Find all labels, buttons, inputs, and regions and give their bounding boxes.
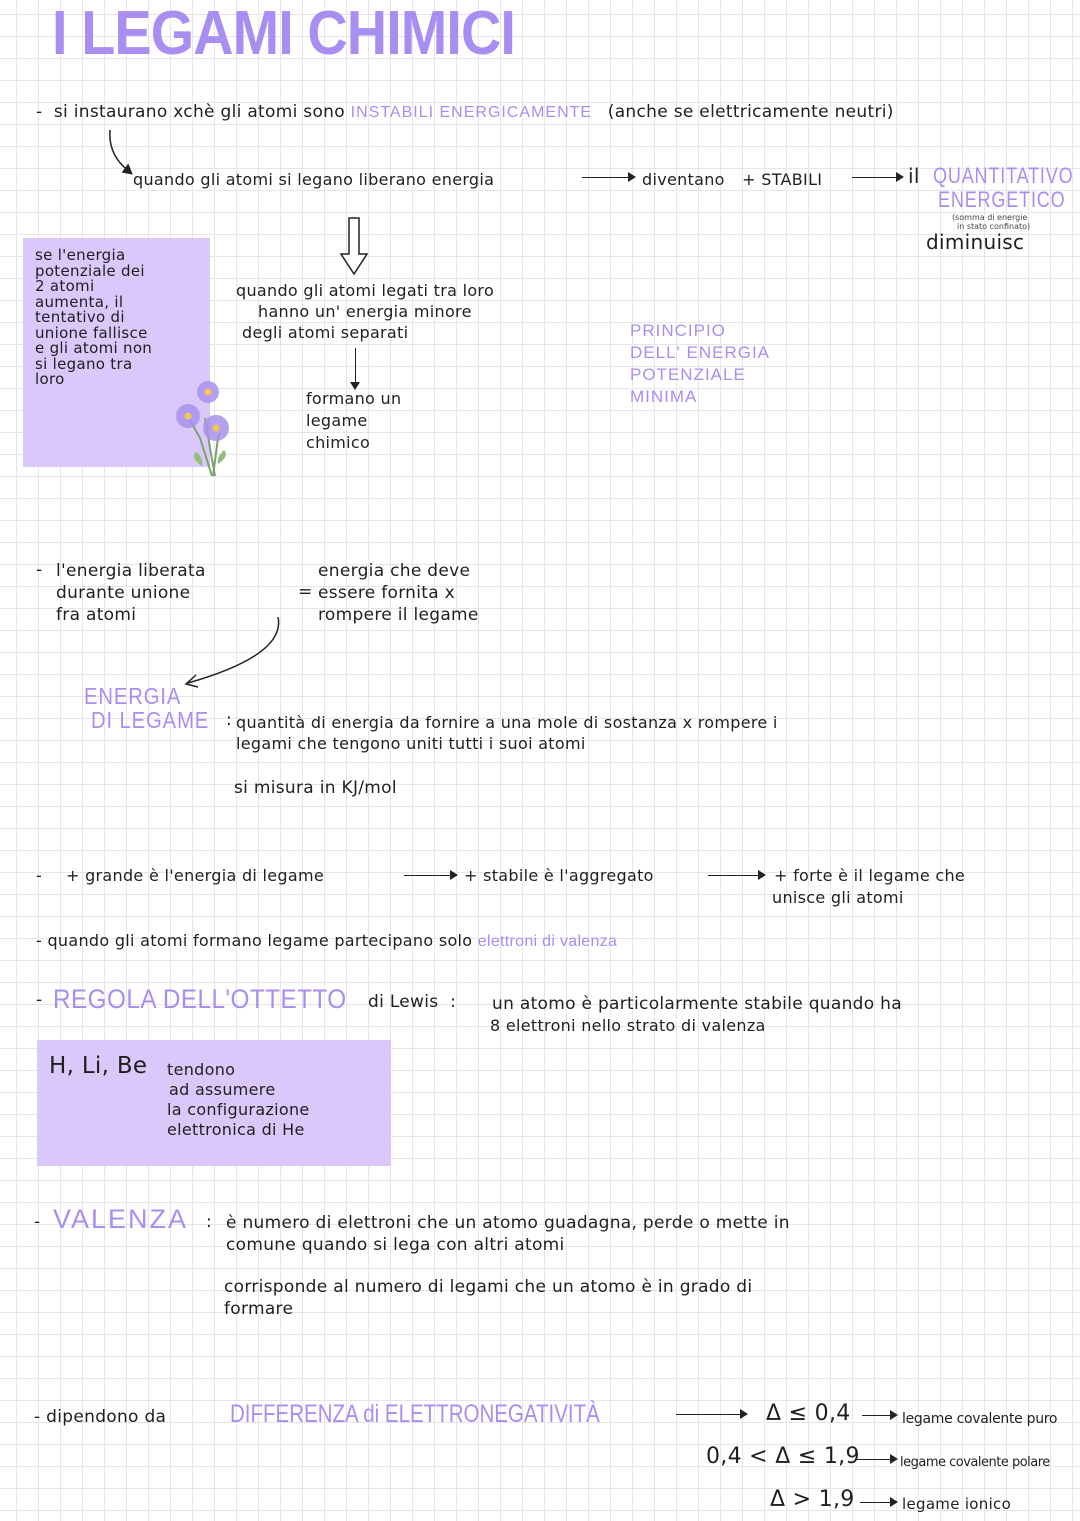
flow1-step2-text: diventano: [642, 170, 725, 189]
valence-electrons-line: [36, 931, 617, 952]
flow1-step1: quando gli atomi si legano liberano energia: [133, 170, 495, 189]
bond-energy-term: [84, 684, 209, 732]
flow1-stable: + STABILI: [742, 170, 823, 189]
side-note-line: 2 atomi: [35, 277, 95, 295]
definition-line: legami che tengono uniti tutti i suoi atomi: [236, 734, 586, 753]
flow2-result-line: legame: [306, 411, 368, 430]
valence-electrons-highlight: elettroni di valenza: [477, 933, 618, 950]
rule-condition-3: Δ > 1,9: [770, 1487, 855, 1512]
electronegativity-prefix: [34, 1407, 166, 1428]
intro-highlight: INSTABILI ENERGICAMENTE: [350, 104, 593, 121]
chain-c1: + forte è il legame che: [774, 866, 966, 885]
flow1-step2: [642, 170, 822, 190]
valence-electrons-text: quando gli atomi formano legame partecipano solo: [47, 931, 473, 950]
flow1-result: diminuisc: [926, 230, 1025, 254]
energy-eq-right-line: rompere il legame: [318, 605, 479, 625]
equals-sign: =: [298, 582, 313, 602]
energy-eq-right-line: essere fornita x: [318, 583, 456, 603]
flow2-result-line: formano un: [306, 389, 402, 408]
rule-condition-2: 0,4 < Δ ≤ 1,9: [706, 1444, 860, 1469]
chain-bullet: -: [36, 866, 43, 885]
chain-a: + grande è l'energia di legame: [66, 866, 325, 885]
octet-colon: :: [450, 992, 457, 1012]
valence-colon: :: [206, 1212, 213, 1232]
arrow-right-icon: [852, 177, 902, 178]
flow2-result: [306, 388, 401, 454]
energy-eq-bullet: -: [36, 560, 43, 580]
arrow-right-icon: [676, 1414, 746, 1415]
principle-line: DELL' ENERGIA: [630, 343, 771, 362]
side-note-line: si legano tra: [35, 354, 133, 373]
bond-energy-colon: :: [226, 710, 233, 730]
bullet: -: [34, 1407, 41, 1427]
flow1-note-2: in stato confinato): [957, 222, 1031, 231]
flow2-line: quando gli atomi legati tra loro: [236, 281, 495, 300]
flow2-line: hanno un' energia minore: [258, 302, 472, 321]
energy-eq-left-line: l'energia liberata: [56, 561, 206, 581]
flow1-quantitativo: QUANTITATIVO: [933, 163, 1074, 188]
octet-definition-2: 8 elettroni nello strato di valenza: [490, 1016, 766, 1035]
valence-definition-line: comune quando si lega con altri atomi: [226, 1235, 565, 1255]
octet-exception-line: la configurazione: [167, 1100, 310, 1119]
energy-eq-right: [318, 560, 479, 626]
hollow-down-arrow-icon: [338, 216, 370, 276]
principle-label: [630, 320, 770, 408]
energy-eq-left-line: durante unione: [56, 583, 191, 603]
valence-term: VALENZA: [53, 1204, 189, 1234]
flow1-note-1: (somma di energie: [952, 213, 1028, 222]
flower-icon: [160, 378, 236, 478]
intro-line: [36, 102, 894, 123]
flow2-text: [236, 280, 494, 343]
energy-eq-right-line: energia che deve: [318, 561, 471, 581]
side-note-line: se l'energia: [35, 246, 126, 264]
side-note-line: aumenta, il: [35, 292, 124, 311]
principle-line: POTENZIALE: [630, 365, 746, 384]
octet-exception-line: elettronica di He: [167, 1120, 305, 1139]
bond-energy-term-line2: DI LEGAME: [91, 707, 210, 733]
principle-line: PRINCIPIO: [630, 321, 726, 340]
curved-arrow-icon: [168, 615, 288, 690]
page-title: I LEGAMI CHIMICI: [52, 0, 515, 68]
electronegativity-term: DIFFERENZA di ELETTRONEGATIVITÀ: [230, 1400, 600, 1428]
arrow-right-icon: [862, 1415, 896, 1416]
side-note-text: [35, 248, 152, 388]
valence-note-line: corrisponde al numero di legami che un atomo è in grado di: [224, 1277, 753, 1297]
octet-exception-box: [37, 1040, 391, 1166]
bond-energy-unit: si misura in KJ/mol: [234, 778, 397, 798]
octet-term: REGOLA DELL'OTTETTO: [53, 984, 347, 1014]
octet-suffix: [368, 992, 456, 1013]
side-note-line: loro: [35, 370, 65, 388]
definition-line: quantità di energia da fornire a una mole di sostanza x rompere i: [236, 713, 778, 732]
flow2-result-line: chimico: [306, 433, 371, 452]
valence-bullet: -: [34, 1212, 41, 1232]
principle-line: MINIMA: [630, 387, 698, 406]
octet-suffix-text: di Lewis: [368, 992, 439, 1012]
side-note-line: unione fallisce: [35, 323, 148, 342]
flow1-energetico: ENERGETICO: [938, 187, 1066, 212]
flow2-line: degli atomi separati: [242, 323, 409, 342]
electronegativity-prefix-text: dipendono da: [46, 1407, 167, 1427]
intro-note: (anche se elettricamente neutri): [607, 102, 894, 122]
arrow-right-icon: [404, 875, 456, 876]
rule-result-3: legame ionico: [902, 1495, 1012, 1513]
octet-elements: H, Li, Be: [49, 1053, 148, 1079]
bond-energy-definition: [236, 712, 778, 754]
rule-condition-1: Δ ≤ 0,4: [766, 1401, 851, 1426]
side-note-line: e gli atomi non: [35, 339, 153, 357]
flow1-step3-prefix: il: [908, 164, 920, 188]
octet-exception-line: tendono: [167, 1060, 236, 1079]
valence-definition-line: è numero di elettroni che un atomo guadagna, perde o mette in: [226, 1213, 790, 1233]
rule-result-1: legame covalente puro: [902, 1411, 1058, 1427]
side-note-line: potenziale dei: [35, 261, 145, 280]
intro-text: si instaurano xchè gli atomi sono: [53, 102, 345, 122]
valence-note-line: formare: [224, 1299, 294, 1319]
octet-bullet: -: [36, 990, 43, 1010]
arrow-right-icon: [582, 177, 634, 178]
chain-b: + stabile è l'aggregato: [464, 866, 654, 885]
valence-note: [224, 1276, 752, 1320]
octet-exception-text: [167, 1060, 310, 1140]
side-note-line: tentativo di: [35, 308, 125, 326]
energy-eq-left-line: fra atomi: [56, 605, 137, 625]
arrow-right-icon: [708, 875, 764, 876]
arrow-right-icon: [860, 1502, 896, 1503]
octet-exception-line: ad assumere: [169, 1080, 276, 1099]
rule-result-2: legame covalente polare: [900, 1455, 1050, 1470]
arrow-down-icon: [355, 348, 356, 388]
bond-energy-term-line1: ENERGIA: [84, 683, 182, 709]
bullet: -: [36, 102, 43, 122]
bullet: -: [36, 931, 43, 950]
valence-definition: [226, 1212, 790, 1256]
octet-definition-1: un atomo è particolarmente stabile quando ha: [492, 994, 902, 1014]
arrow-right-icon: [856, 1459, 896, 1460]
chain-c2: unisce gli atomi: [772, 888, 904, 907]
